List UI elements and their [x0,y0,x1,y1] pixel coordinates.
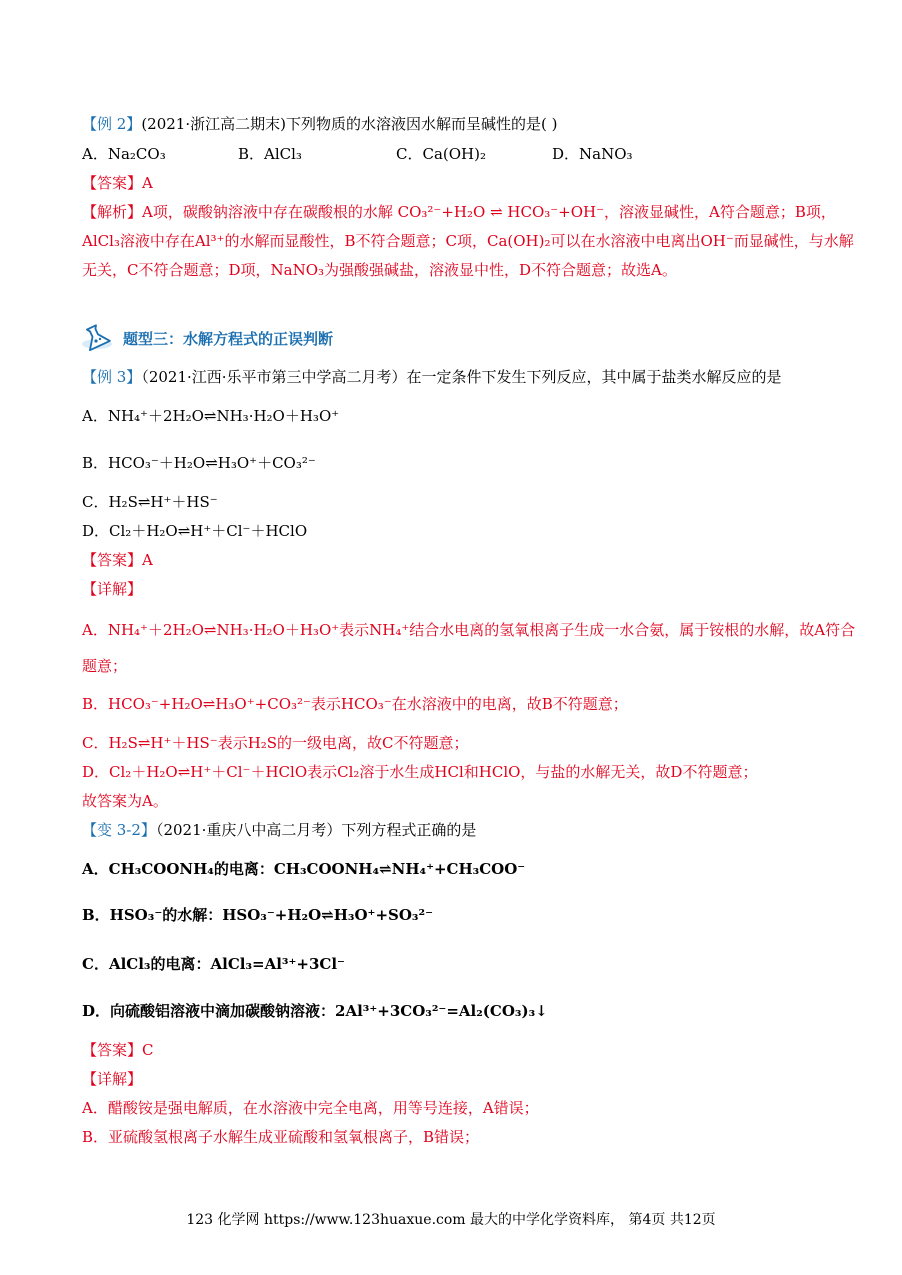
detail-tag: 【详解】 [82,1070,143,1088]
detail-d: D．Cl₂＋H₂O⇌H⁺＋Cl⁻＋HClO表示Cl₂溶于水生成HCl和HClO，与盐的水解无关，故D不符题意； [82,763,758,781]
detail-a: A．NH₄⁺＋2H₂O⇌NH₃·H₂O＋H₃O⁺表示NH₄⁺结合水电离的氢氧根离子生成一水合氨，属于铵根的水解，故A符合题意； [82,621,856,675]
detail-b: B．HCO₃⁻+H₂O⇌H₃O⁺+CO₃²⁻表示HCO₃⁻在水溶液中的电离，故B不符题意； [82,695,628,713]
example-3-stem [82,366,862,388]
answer-tag: 【答案】 [82,174,143,192]
option-d: D．NaNO₃ [552,145,633,163]
option-b: B．HCO₃⁻＋H₂O⇌H₃O⁺＋CO₃²⁻ [82,454,316,472]
example-2-answer [82,172,862,194]
detail-c: C．H₂S⇌H⁺＋HS⁻表示H₂S的一级电离，故C不符题意； [82,734,469,752]
answer-tag: 【答案】 [82,1041,143,1059]
option-c: C．AlCl₃的电离：AlCl₃=Al³⁺+3Cl⁻ [82,955,345,973]
section-heading: 题型三：水解方程式的正误判断 [123,330,334,348]
example-3-answer [82,549,862,571]
example-2-stem [82,113,862,135]
variation-tag: 【变 3-2】 [82,821,156,839]
conclusion: 故答案为A。 [82,792,168,810]
analysis-tag: 【解析】 [82,203,143,221]
option-b: B．HSO₃⁻的水解：HSO₃⁻+H₂O⇌H₃O⁺+SO₃²⁻ [82,906,433,924]
answer-tag: 【答案】 [82,551,143,569]
answer-value: A [142,551,153,569]
option-a: A．NH₄⁺＋2H₂O⇌NH₃·H₂O＋H₃O⁺ [82,407,340,425]
option-a: A．CH₃COONH₄的电离：CH₃COONH₄⇌NH₄⁺+CH₃COO⁻ [82,860,526,878]
option-a: A．Na₂CO₃ [82,145,166,163]
detail-a: A．醋酸铵是强电解质，在水溶液中完全电离，用等号连接，A错误； [82,1099,539,1117]
example-2-analysis [82,198,866,285]
option-c: C．Ca(OH)₂ [396,145,486,163]
example-tag: 【例 3】 [82,368,142,386]
question-text: (2021·浙江高二期末)下列物质的水溶液因水解而呈碱性的是( ) [141,115,558,133]
option-b: B．AlCl₃ [238,145,302,163]
page-footer: 123 化学网 https://www.123huaxue.com 最大的中学化学资料库， 第4页 共12页 [186,1212,716,1228]
answer-value: A [142,174,153,192]
detail-b: B．亚硫酸氢根离子水解生成亚硫酸和氢氧根离子，B错误； [82,1128,480,1146]
detail-tag: 【详解】 [82,580,143,598]
option-c: C．H₂S⇌H⁺＋HS⁻ [82,493,218,511]
option-d: D．向硫酸铝溶液中滴加碳酸钠溶液：2Al³⁺+3CO₃²⁻=Al₂(CO₃)₃↓ [82,1002,548,1020]
question-text: （2021·重庆八中高二月考）下列方程式正确的是 [155,821,477,839]
variation-answer [82,1039,862,1061]
question-text: （2021·江西·乐平市第三中学高二月考）在一定条件下发生下列反应，其中属于盐类水解反应的是 [141,368,782,386]
flask-icon [80,322,114,352]
answer-value: C [142,1041,154,1059]
analysis-text: A项，碳酸钠溶液中存在碳酸根的水解 CO₃²⁻+H₂O ⇌ HCO₃⁻+OH⁻，溶液显碱性，A符合题意；B项，AlCl₃溶液中存在Al³⁺的水解而显酸性，B不符合题意；C项，Ca(OH)₂可以在水溶液中电离出OH⁻而显碱性，与水解无关，C不符合题意；D项，NaNO₃为强酸强碱盐，溶液显中性，D不符合题意；故选A。 [82,203,854,279]
variation-3-2-stem [82,819,862,841]
option-d: D．Cl₂＋H₂O⇌H⁺＋Cl⁻＋HClO [82,522,308,540]
example-tag: 【例 2】 [82,115,142,133]
